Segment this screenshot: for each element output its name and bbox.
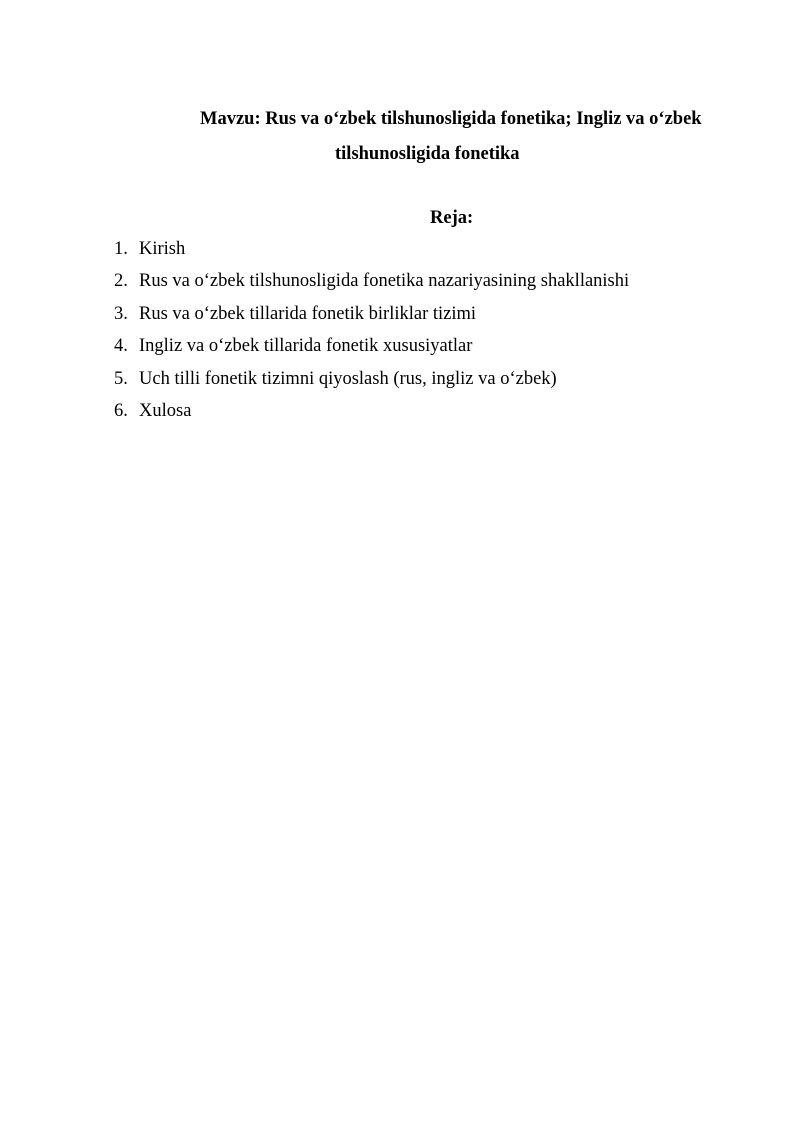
plan-item-text: Ingliz va o‘zbek tillarida fonetik xususiyatlar bbox=[139, 336, 473, 357]
plan-item-number: 5. bbox=[114, 368, 128, 389]
plan-item-number: 4. bbox=[114, 336, 128, 357]
plan-item-text: Rus va o‘zbek tilshunosligida fonetika nazariyasining shakllanishi bbox=[139, 271, 630, 292]
plan-item bbox=[114, 305, 629, 337]
plan-item bbox=[114, 370, 629, 402]
plan-item-text: Kirish bbox=[139, 239, 186, 259]
plan-item-text: Xulosa bbox=[139, 400, 192, 421]
document-title-line-2: tilshunosligida fonetika bbox=[335, 144, 520, 164]
plan-item-number: 1. bbox=[114, 239, 128, 259]
plan-item bbox=[114, 337, 629, 369]
plan-item-text: Rus va o‘zbek tillarida fonetik birliklar tizimi bbox=[139, 303, 477, 324]
plan-item bbox=[114, 240, 629, 272]
document-title-line-1: Mavzu: Rus va o‘zbek tilshunosligida fonetika; Ingliz va o‘zbek bbox=[200, 109, 702, 129]
plan-item bbox=[114, 272, 629, 304]
plan-item-number: 6. bbox=[114, 400, 128, 421]
plan-heading: Reja: bbox=[430, 208, 474, 228]
plan-item-text: Uch tilli fonetik tizimni qiyoslash (rus, ingliz va o‘zbek) bbox=[139, 368, 557, 389]
plan-list bbox=[114, 240, 629, 434]
plan-item-number: 3. bbox=[114, 303, 128, 324]
plan-item-number: 2. bbox=[114, 271, 128, 292]
plan-item bbox=[114, 402, 629, 434]
